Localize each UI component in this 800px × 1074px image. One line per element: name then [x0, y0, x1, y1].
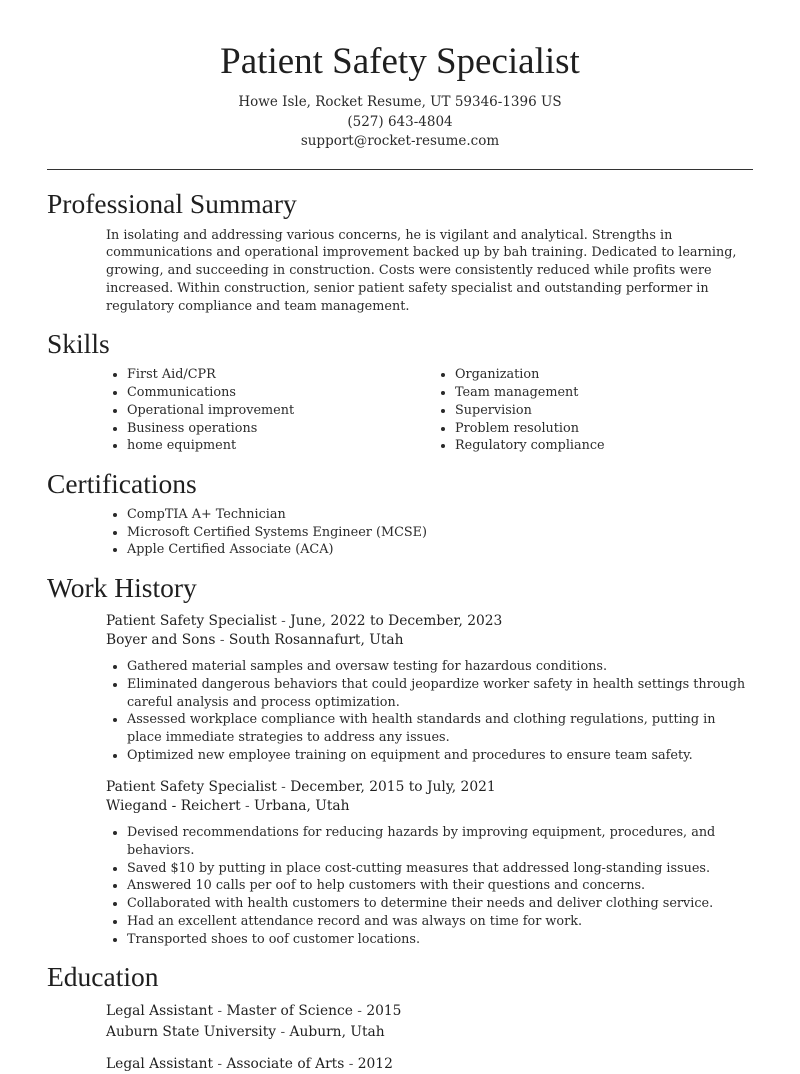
- separator: -: [276, 1024, 290, 1041]
- summary-title: Professional Summary: [47, 187, 297, 219]
- job-bullets: [47, 658, 753, 764]
- education-field: Legal Assistant: [106, 1003, 213, 1020]
- job-role: Patient Safety Specialist: [106, 613, 277, 630]
- job-dates: June, 2022 to December, 2023: [290, 613, 503, 630]
- job-location: Urbana, Utah: [254, 798, 350, 815]
- job-dates: December, 2015 to July, 2021: [290, 779, 496, 796]
- skill-item: • home equipment: [127, 437, 440, 455]
- certifications-section: [47, 467, 753, 559]
- education-degree-line: [106, 1055, 753, 1074]
- job-bullet: • Collaborated with health customers to determine their needs and deliver clothing service.: [127, 895, 753, 913]
- skill-item: • Problem resolution: [455, 420, 753, 438]
- skill-item: • Communications: [127, 384, 440, 402]
- education-degree: Associate of Arts: [226, 1056, 345, 1073]
- education-year: 2015: [366, 1003, 402, 1020]
- education-entry: [47, 1055, 753, 1074]
- work-section: [47, 571, 753, 948]
- education-school-line: [106, 1023, 753, 1042]
- job-role: Patient Safety Specialist: [106, 779, 277, 796]
- education-year: 2012: [357, 1056, 393, 1073]
- resume-header: [0, 0, 800, 152]
- job-bullet: • Saved $10 by putting in place cost-cutting measures that addressed long-standing issues.: [127, 860, 753, 878]
- skills-section: [47, 327, 753, 455]
- job-bullet: • Eliminated dangerous behaviors that could jeopardize worker safety in health settings through careful analysis and process optimization.: [127, 676, 753, 711]
- contact-address: Howe Isle, Rocket Resume, UT 59346-1396 US: [238, 94, 562, 110]
- job-bullet: • Transported shoes to oof customer locations.: [127, 931, 753, 949]
- skills-list-right: [440, 366, 753, 455]
- separator: -: [240, 798, 255, 815]
- education-degree-line: [106, 1002, 753, 1021]
- certification-item: • Microsoft Certified Systems Engineer (MCSE): [127, 524, 753, 542]
- certification-item: • Apple Certified Associate (ACA): [127, 541, 753, 559]
- separator: -: [276, 613, 291, 630]
- certification-item: • CompTIA A+ Technician: [127, 506, 753, 524]
- skill-item: • First Aid/CPR: [127, 366, 440, 384]
- job-bullet: • Had an excellent attendance record and was always on time for work.: [127, 913, 753, 931]
- contact-block: [0, 93, 800, 152]
- job-company: Boyer and Sons: [106, 632, 216, 649]
- separator: -: [276, 779, 291, 796]
- work-title: Work History: [47, 572, 197, 604]
- summary-text: In isolating and addressing various concerns, he is vigilant and analytical. Strengths in communications and operational improvement backed up by bah training. Dedicated to learning, growing, and succeeding in construction. Costs were consistently reduced while profits were increased. Within construction, senior patient safety specialist and outstanding performer in regulatory compliance and team management.: [106, 227, 737, 314]
- job-bullet: • Gathered material samples and oversaw testing for hazardous conditions.: [127, 658, 753, 676]
- summary-section: [47, 187, 753, 316]
- education-degree: Master of Science: [226, 1003, 353, 1020]
- candidate-name: Patient Safety Specialist: [220, 41, 580, 82]
- certifications-title: Certifications: [47, 468, 197, 499]
- separator: -: [352, 1003, 367, 1020]
- education-entry: [47, 1002, 753, 1042]
- education-title: Education: [47, 961, 159, 993]
- job-role-line: [106, 612, 753, 631]
- separator: -: [213, 1056, 227, 1073]
- certifications-list: [47, 506, 753, 559]
- header-divider: [47, 169, 753, 170]
- skill-item: • Team management: [455, 384, 753, 402]
- skill-item: • Operational improvement: [127, 402, 440, 420]
- job-bullets: [47, 824, 753, 948]
- job-entry: [47, 778, 753, 948]
- job-bullet: • Devised recommendations for reducing hazards by improving equipment, procedures, and behaviors.: [127, 824, 753, 859]
- separator: -: [213, 1003, 227, 1020]
- education-location: Auburn, Utah: [289, 1024, 385, 1041]
- job-bullet: • Optimized new employee training on equipment and procedures to ensure team safety.: [127, 747, 753, 765]
- job-company: Wiegand - Reichert: [106, 798, 241, 815]
- job-company-line: [106, 631, 753, 650]
- job-role-line: [106, 778, 753, 797]
- skill-item: • Organization: [455, 366, 753, 384]
- separator: -: [344, 1056, 358, 1073]
- skill-item: • Business operations: [127, 420, 440, 438]
- contact-phone: (527) 643-4804: [347, 113, 453, 130]
- education-section: [47, 960, 753, 1074]
- separator: -: [215, 632, 229, 649]
- job-company-line: [106, 797, 753, 816]
- skill-item: • Supervision: [455, 402, 753, 420]
- job-bullet: • Answered 10 calls per oof to help customers with their questions and concerns.: [127, 877, 753, 895]
- skills-title: Skills: [47, 328, 110, 360]
- education-school: Auburn State University: [106, 1024, 277, 1041]
- education-field: Legal Assistant: [106, 1056, 213, 1073]
- skills-list-left: [47, 366, 440, 455]
- contact-email: support@rocket-resume.com: [300, 133, 500, 149]
- skill-item: • Regulatory compliance: [455, 437, 753, 455]
- job-location: South Rosannafurt, Utah: [228, 632, 404, 649]
- job-bullet: • Assessed workplace compliance with health standards and clothing regulations, putting in place immediate strategies to address any issues.: [127, 711, 753, 746]
- skills-columns: [47, 366, 753, 455]
- job-entry: [47, 612, 753, 764]
